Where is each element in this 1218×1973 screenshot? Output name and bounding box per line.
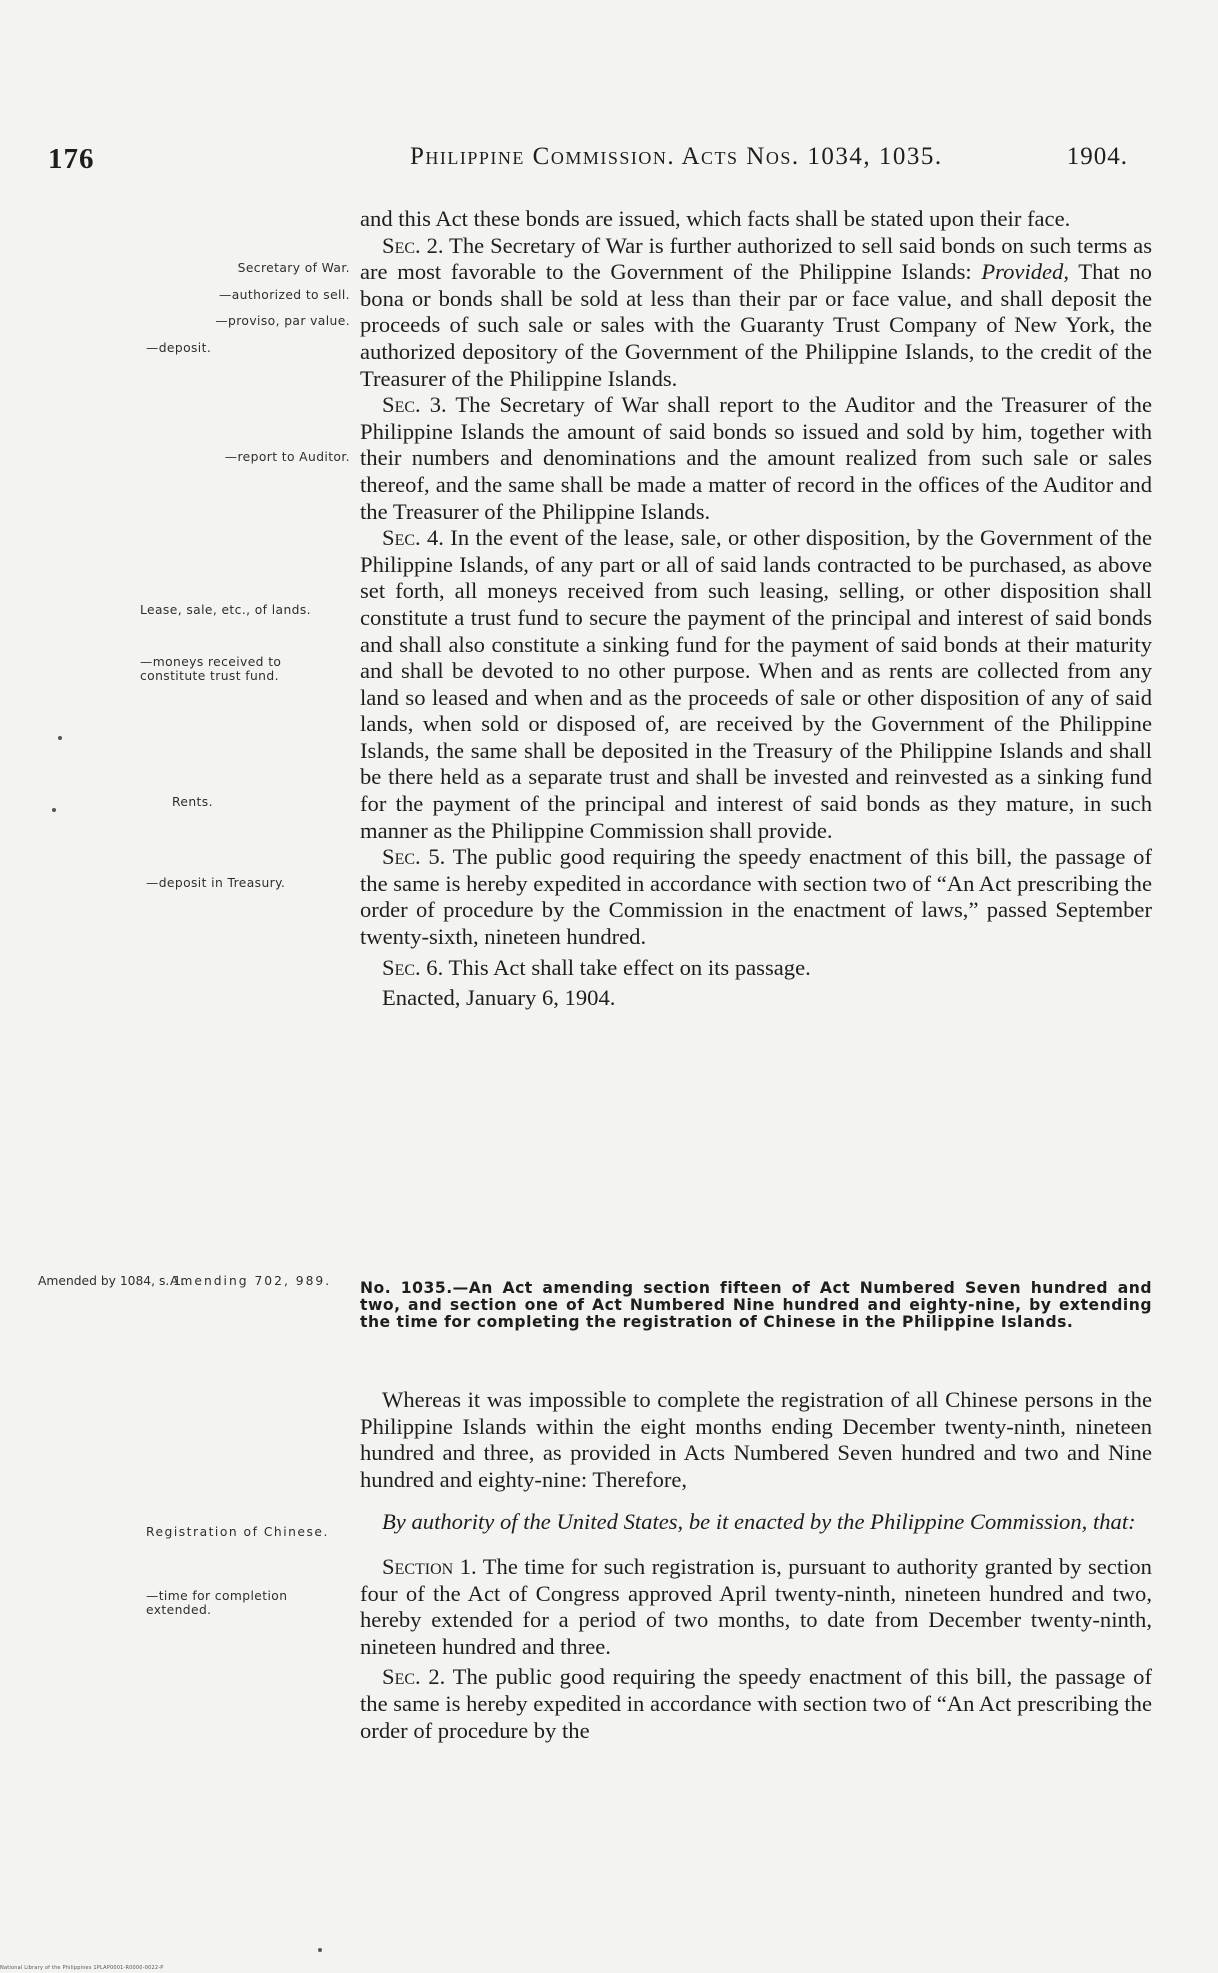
margin-note-lease-sale: Lease, sale, etc., of lands. [140,603,311,617]
section-label: Sec. 6. [382,954,444,980]
margin-note-amended-by: Amended by 1084, s. 1. [38,1274,185,1288]
scan-speck [318,1948,322,1952]
margin-note-proviso-par-value: —proviso, par value. [215,314,350,328]
section-text: The public good requiring the speedy enactment of this bill, the passage of the same is hereby expedited in accordance with section two of “An Act prescribing the order of procedure by the [360,1664,1152,1743]
margin-note-time-extended: —time for completion extended. [146,1589,288,1617]
act-1035-body [360,1387,1152,1744]
margin-note-rents: Rents. [172,795,213,809]
section-6-paragraph [360,955,1152,982]
scan-credit: National Library of the Philippines 1PLAP0001-R0000-0022-P [0,1965,164,1971]
section-label: Sec. 3. [382,392,447,418]
margin-note-deposit-in-treasury: —deposit in Treasury. [146,876,286,890]
margin-note-moneys-received: —moneys received to constitute trust fund. [140,655,282,683]
continuation-paragraph: and this Act these bonds are issued, which facts shall be stated upon their face. [360,206,1071,231]
section-2-paragraph [360,233,1152,393]
margin-note-report-to-auditor: —report to Auditor. [224,450,350,464]
scan-speck [58,736,62,740]
whereas-paragraph: Whereas it was impossible to complete the registration of all Chinese persons in the Philippine Islands within the eight months ending December twenty-ninth, nineteen hundred and three, as provided in Acts Numbered Seven hundred and two and Nine hundred and eighty-nine: Therefore, [360,1387,1152,1492]
section-text: The Secretary of War is further authorized to sell said bonds on such terms as are most favorable to the Government of the Philippine Islands: [360,232,1152,285]
act-1034-body [360,206,1152,1012]
section-text: The public good requiring the speedy enactment of this bill, the passage of the same is hereby expedited in accordance with section two of “An Act prescribing the order of procedure by the Commission in the enactment of laws,” passed September twenty-sixth, nineteen hundred. [360,844,1152,950]
margin-note-amending: Amending 702, 989. [170,1274,332,1288]
page-number: 176 [48,143,95,175]
scan-speck [52,808,56,812]
section-text: The time for such registration is, pursuant to authority granted by section four of the Act of Congress approved April twenty-ninth, nineteen hundred and two, hereby extended for a period of two months, to date from December twenty-ninth, nineteen hundred and three. [360,1553,1152,1659]
header-year: 1904. [1066,143,1128,170]
margin-note-authorized-to-sell: —authorized to sell. [219,288,350,302]
margin-note-registration-of-chinese: Registration of Chinese. [146,1525,329,1539]
running-title: Philippine Commission. Acts Nos. 1034, 1035. [410,143,943,170]
section-text: This Act shall take effect on its passage. [448,954,811,980]
section-2-paragraph [360,1664,1152,1744]
section-label: Sec. 2. [382,1664,446,1690]
margin-note-deposit: —deposit. [146,341,212,355]
section-text: That no bona or bonds shall be sold at less than their par or face value, and shall deposit the proceeds of such sale or sales with the Guaranty Trust Company of New York, the authorized depository of the Government of the Philippine Islands, to the credit of the Treasurer of the Philippine Islands. [360,259,1152,391]
section-3-paragraph [360,392,1152,525]
section-label: Sec. 2. [382,232,444,258]
section-text: The Secretary of War shall report to the Auditor and the Treasurer of the Philippine Islands the amount of said bonds so issued and sold by him, together with their numbers and denominations and the amount realized from such sale or sales thereof, and the same shall be made a matter of record in the offices of the Auditor and the Treasurer of the Philippine Islands. [360,392,1152,524]
section-label: Section 1. [382,1553,477,1579]
section-5-paragraph [360,844,1152,950]
section-4-paragraph [360,525,1152,844]
act-1035-heading: No. 1035.—An Act amending section fifteen of Act Numbered Seven hundred and two, and section one of Act Numbered Nine hundred and eighty-nine, by extending the time for completing the registration of Chinese in the Philippine Islands. [360,1279,1152,1332]
margin-note-secretary-of-war: Secretary of War. [237,261,350,275]
section-1-paragraph [360,1554,1152,1660]
enacting-clause: By authority of the United States, be it enacted by the Philippine Commission, that: [382,1509,1136,1535]
section-text: In the event of the lease, sale, or other disposition, by the Government of the Philippine Islands, of any part or all of said lands contracted to be purchased, as above set forth, all moneys received from such leasing, selling, or other disposition shall constitute a trust fund to secure the payment of the principal and interest of said bonds and shall also constitute a sinking fund for the payment of said bonds at their maturity and shall be devoted to no other purpose. When and as rents are collected from any land so leased and when and as the proceeds of sale or other disposition of any of said lands, when sold or disposed of, are received by the Government of the Philippine Islands, the same shall be deposited in the Treasury of the Philippine Islands and shall be there held as a separate trust and shall be invested and reinvested as a sinking fund for the payment of the principal and interest of said bonds as they mature, in such manner as the Philippine Commission shall provide. [360,525,1152,843]
provided-keyword: Provided, [981,259,1070,285]
enacted-date: Enacted, January 6, 1904. [382,985,616,1011]
section-label: Sec. 4. [382,525,444,551]
section-label: Sec. 5. [382,844,446,870]
page-header [48,143,1128,177]
